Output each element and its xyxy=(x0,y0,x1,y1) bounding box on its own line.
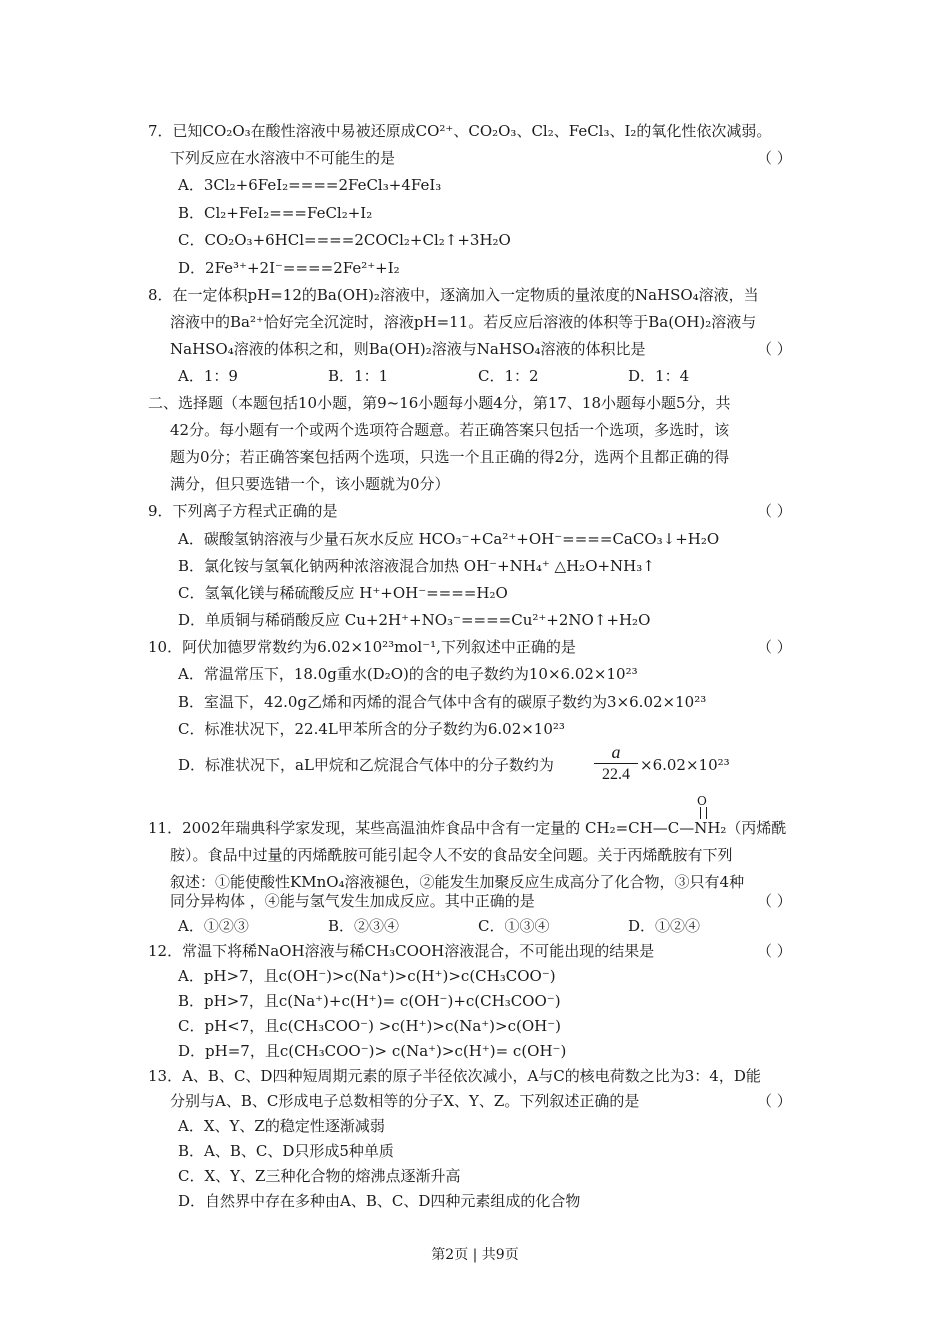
q7-option-d: D．2Fe³⁺+2I⁻====2Fe²⁺+I₂ xyxy=(178,259,400,277)
section2-intro-line1: 二、选择题（本题包括10小题，第9~16小题每小题4分，第17、18小题每小题5分，共 xyxy=(148,394,731,412)
q9-option-d: D．单质铜与稀硝酸反应 Cu+2H⁺+NO₃⁻====Cu²⁺+2NO↑+H₂O xyxy=(178,611,651,629)
q9-option-a: A．碳酸氢钠溶液与少量石灰水反应 HCO₃⁻+Ca²⁺+OH⁻====CaCO₃↓+H₂O xyxy=(178,530,720,548)
q8-answer-blank: （ ） xyxy=(757,340,792,358)
q9-option-b: B．氯化铵与氢氧化钠两种浓溶液混合加热 OH⁻+NH₄⁺ △H₂O+NH₃↑ xyxy=(178,557,655,575)
q7-stem-line1: 7．已知CO₂O₃在酸性溶液中易被还原成CO²⁺、CO₂O₃、Cl₂、FeCl₃、I₂的氧化性依次减弱。 xyxy=(148,122,772,140)
q12-option-c: C．pH<7，且c(CH₃COO⁻) >c(H⁺)>c(Na⁺)>c(OH⁻) xyxy=(178,1017,562,1035)
q10-fraction xyxy=(594,742,638,785)
q12-stem-line1: 12．常温下将稀NaOH溶液与稀CH₃COOH溶液混合，不可能出现的结果是 xyxy=(148,942,655,960)
q8-stem-line3: NaHSO₄溶液的体积之和，则Ba(OH)₂溶液与NaHSO₄溶液的体积比是 xyxy=(170,340,646,358)
q9-stem-line1: 9．下列离子方程式正确的是 xyxy=(148,502,338,520)
q11-option-d: D．①②④ xyxy=(628,917,701,935)
q11-stem-line1: 11．2002年瑞典科学家发现，某些高温油炸食品中含有一定量的 CH₂=CH—C—NH₂（丙烯酰 xyxy=(148,819,787,837)
q10-fraction-numerator: a xyxy=(611,742,621,762)
q11-stem-line4: 同分异构体 ，④能与氢气发生加成反应。其中正确的是 xyxy=(170,892,535,910)
q8-stem-line1: 8．在一定体积pH=12的Ba(OH)₂溶液中，逐滴加入一定物质的量浓度的NaHSO₄溶液，当 xyxy=(148,286,759,304)
q12-option-a: A．pH>7，且c(OH⁻)>c(Na⁺)>c(H⁺)>c(CH₃COO⁻) xyxy=(178,967,556,985)
q10-option-c: C．标准状况下，22.4L甲苯所含的分子数约为6.02×10²³ xyxy=(178,720,565,738)
q11-option-a: A．①②③ xyxy=(178,917,249,935)
q11-option-c: C．①③④ xyxy=(478,917,550,935)
q13-option-d: D．自然界中存在多种由A、B、C、D四种元素组成的化合物 xyxy=(178,1192,581,1210)
page-footer: 第2页 | 共9页 xyxy=(431,1247,519,1263)
q8-option-c: C．1：2 xyxy=(478,367,539,385)
q7-option-a: A．3Cl₂+6FeI₂====2FeCl₃+4FeI₃ xyxy=(178,176,442,194)
q7-option-c: C．CO₂O₃+6HCl====2COCl₂+Cl₂↑+3H₂O xyxy=(178,231,511,249)
section2-intro-line4: 满分，但只要选错一个，该小题就为0分） xyxy=(170,475,450,493)
section2-intro-line3: 题为0分；若正确答案包括两个选项，只选一个且正确的得2分，选两个且都正确的得 xyxy=(170,448,730,466)
q12-answer-blank: （ ） xyxy=(757,942,792,960)
q10-option-b: B．室温下，42.0g乙烯和丙烯的混合气体中含有的碳原子数约为3×6.02×10²³ xyxy=(178,693,707,711)
q13-stem-line2: 分别与A、B、C形成电子总数相等的分子X、Y、Z。下列叙述正确的是 xyxy=(170,1092,640,1110)
q13-option-a: A．X、Y、Z的稳定性逐渐减弱 xyxy=(178,1117,385,1135)
q8-option-d: D．1：4 xyxy=(628,367,690,385)
q10-option-d-suffix: ×6.02×10²³ xyxy=(640,756,730,774)
q8-option-b: B．1：1 xyxy=(328,367,389,385)
carbonyl-oxygen-label: O xyxy=(697,794,707,808)
q11-option-b: B．②③④ xyxy=(328,917,400,935)
q12-option-b: B．pH>7，且c(Na⁺)+c(H⁺)= c(OH⁻)+c(CH₃COO⁻) xyxy=(178,992,561,1010)
q7-option-b: B．Cl₂+FeI₂===FeCl₂+I₂ xyxy=(178,204,373,222)
q9-answer-blank: （ ） xyxy=(757,502,792,520)
q10-fraction-bar xyxy=(594,763,638,764)
q10-option-a: A．常温常压下，18.0g重水(D₂O)的含的电子数约为10×6.02×10²³ xyxy=(178,665,638,683)
q11-stem-line3: 叙述：①能使酸性KMnO₄溶液褪色，②能发生加聚反应生成高分了化合物，③只有4种 xyxy=(170,873,745,891)
q13-stem-line1: 13．A、B、C、D四种短周期元素的原子半径依次减小，A与C的核电荷数之比为3：4，D能 xyxy=(148,1067,761,1085)
q11-stem-line2: 胺）。食品中过量的丙烯酰胺可能引起令人不安的食品安全问题。关于丙烯酰胺有下列 xyxy=(170,846,733,864)
section2-intro-line2: 42分。每小题有一个或两个选项符合题意。若正确答案只包括一个选项，多选时，该 xyxy=(170,421,730,439)
q10-option-d-text: D．标准状况下，aL甲烷和乙烷混合气体中的分子数约为 xyxy=(178,756,554,774)
q8-option-a: A．1：9 xyxy=(178,367,238,385)
q13-answer-blank: （ ） xyxy=(757,1092,792,1110)
q13-option-c: C．X、Y、Z三种化合物的熔沸点逐渐升高 xyxy=(178,1167,461,1185)
q7-answer-blank: （ ） xyxy=(757,149,792,167)
q10-stem-line1: 10．阿伏加德罗常数约为6.02×10²³mol⁻¹,下列叙述中正确的是 xyxy=(148,638,576,656)
q10-answer-blank: （ ） xyxy=(757,638,792,656)
q11-answer-blank: （ ） xyxy=(757,892,792,910)
q7-stem-line2: 下列反应在水溶液中不可能生的是 xyxy=(170,149,396,167)
q8-stem-line2: 溶液中的Ba²⁺恰好完全沉淀时，溶液pH=11。若反应后溶液的体积等于Ba(OH)₂溶液与 xyxy=(170,313,757,331)
q13-option-b: B．A、B、C、D只形成5种单质 xyxy=(178,1142,394,1160)
q10-fraction-denominator: 22.4 xyxy=(602,766,630,783)
q9-option-c: C．氢氧化镁与稀硫酸反应 H⁺+OH⁻====H₂O xyxy=(178,584,508,602)
q12-option-d: D．pH=7，且c(CH₃COO⁻)> c(Na⁺)>c(H⁺)= c(OH⁻) xyxy=(178,1042,567,1060)
